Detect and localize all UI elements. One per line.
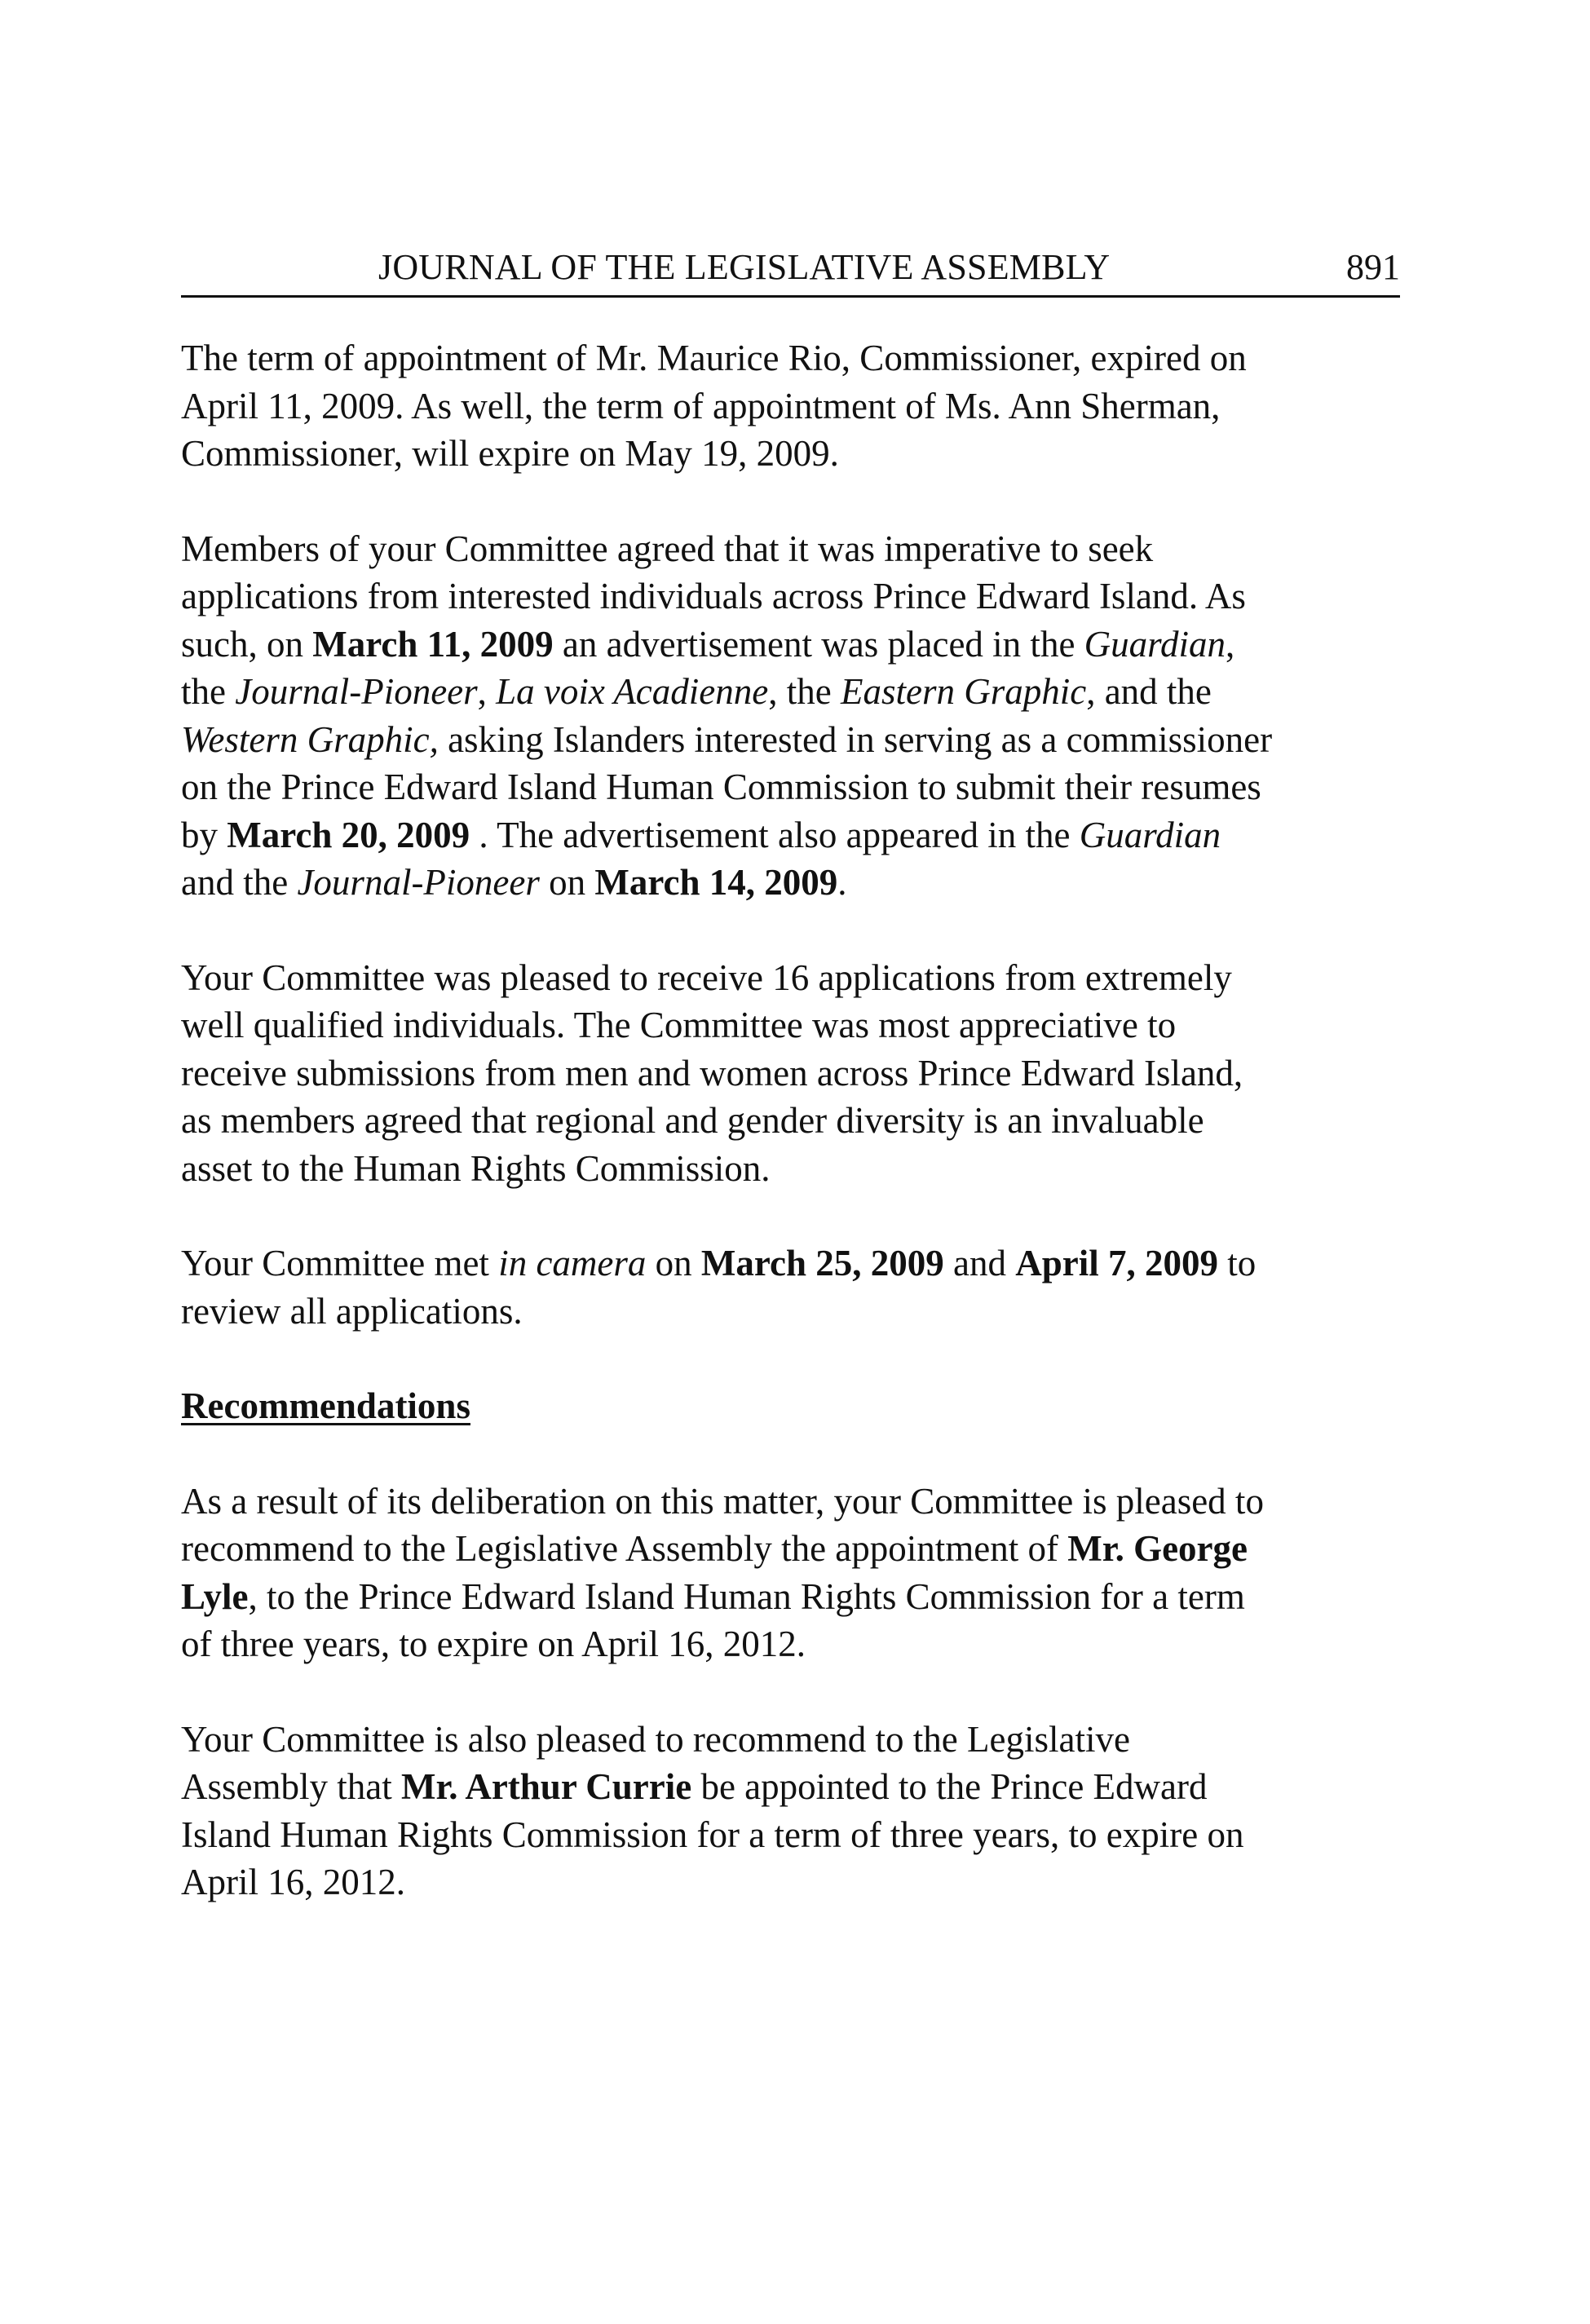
paragraph-meetings (181, 1239, 1420, 1335)
text-line (181, 1573, 1420, 1621)
text-line: Members of your Committee agreed that it was imperative to seek (181, 528, 1154, 569)
text-line: applications from interested individuals across Prince Edward Island. As (181, 576, 1246, 616)
text-run: , and the (1086, 671, 1212, 712)
page-header (181, 243, 1400, 298)
text-line: The term of appointment of Mr. Maurice Rio, Commissioner, expired on (181, 338, 1247, 378)
paragraph-applications (181, 954, 1420, 1193)
newspaper-name: La voix Acadienne (496, 671, 769, 712)
text-line: Your Committee is also pleased to recommend to the Legislative (181, 1718, 1130, 1760)
latin-phrase: in camera (498, 1243, 647, 1284)
text-line (181, 716, 1420, 764)
text-run: and (943, 1243, 1016, 1284)
appointee-name: Mr. Arthur Currie (400, 1766, 692, 1807)
text-run: on (539, 862, 595, 903)
appointee-name: Lyle (181, 1575, 249, 1617)
date-highlight: April 7, 2009 (1015, 1243, 1219, 1284)
paragraph-recommendation-lyle (181, 1478, 1420, 1668)
newspaper-name: Eastern Graphic (840, 671, 1087, 712)
text-run: recommend to the Legislative Assembly the appointment of (181, 1528, 1068, 1569)
text-line: April 16, 2012. (181, 1862, 405, 1902)
text-line: Island Human Rights Commission for a term of three years, to expire on (181, 1814, 1244, 1855)
journal-title: JOURNAL OF THE LEGISLATIVE ASSEMBLY (378, 247, 1111, 287)
text-line: of three years, to expire on April 16, 2012. (181, 1624, 806, 1664)
date-highlight: March 20, 2009 (227, 814, 470, 855)
text-run: , the (768, 671, 841, 712)
text-line (181, 621, 1420, 669)
text-run: to (1218, 1243, 1257, 1284)
text-line (181, 1525, 1420, 1573)
text-line (181, 1763, 1420, 1811)
text-line: receive submissions from men and women across Prince Edward Island, (181, 1052, 1243, 1094)
text-run: Assembly that (181, 1766, 401, 1807)
text-run: an advertisement was placed in the (553, 623, 1084, 665)
text-line (181, 1239, 1420, 1288)
text-run: by (181, 814, 227, 855)
text-run: . The advertisement also appeared in the (470, 814, 1080, 855)
text-run: . (837, 862, 847, 903)
text-line (181, 668, 1420, 716)
date-highlight: March 11, 2009 (312, 623, 554, 665)
text-run: on (646, 1243, 701, 1284)
section-heading-recommendations: Recommendations (181, 1385, 470, 1426)
text-line: on the Prince Edward Island Human Commission to submit their resumes (181, 767, 1261, 807)
text-run: the (181, 671, 236, 712)
text-run: be appointed to the Prince Edward (691, 1766, 1208, 1807)
text-line: well qualified individuals. The Committee was most appreciative to (181, 1005, 1177, 1045)
text-run: , to the Prince Edward Island Human Rights Commission for a term (248, 1575, 1245, 1617)
newspaper-name: Journal-Pioneer (297, 862, 540, 903)
text-line: asset to the Human Rights Commission. (181, 1147, 771, 1189)
text-line (181, 859, 1420, 907)
text-run: such, on (181, 623, 313, 665)
date-highlight: March 14, 2009 (594, 862, 838, 903)
text-run: and the (181, 862, 298, 903)
paragraph-recommendation-currie (181, 1716, 1420, 1906)
newspaper-name: Western Graphic, (181, 718, 439, 760)
text-line: review all applications. (181, 1290, 523, 1332)
newspaper-name: Guardian (1084, 623, 1226, 665)
text-line: As a result of its deliberation on this matter, your Committee is pleased to (181, 1480, 1264, 1522)
text-line: Your Committee was pleased to receive 16 applications from extremely (181, 957, 1232, 998)
newspaper-name: Journal-Pioneer (235, 671, 478, 712)
page-number: 891 (1346, 247, 1400, 287)
text-run: , (1226, 623, 1235, 665)
text-line: Commissioner, will expire on May 19, 2009. (181, 433, 839, 474)
appointee-name: Mr. George (1067, 1528, 1248, 1569)
date-highlight: March 25, 2009 (700, 1243, 944, 1284)
text-line: April 11, 2009. As well, the term of appointment of Ms. Ann Sherman, (181, 385, 1221, 426)
text-run: Your Committee met (181, 1243, 499, 1284)
paragraph-advertisement (181, 525, 1420, 907)
text-line: as members agreed that regional and gender diversity is an invaluable (181, 1100, 1204, 1141)
report-body (181, 334, 1420, 1954)
text-run: asking Islanders interested in serving as a commissioner (438, 718, 1273, 760)
paragraph-term-expiry (181, 334, 1420, 478)
text-line (181, 811, 1420, 859)
newspaper-name: Guardian (1079, 814, 1221, 855)
text-run: , (477, 671, 497, 712)
